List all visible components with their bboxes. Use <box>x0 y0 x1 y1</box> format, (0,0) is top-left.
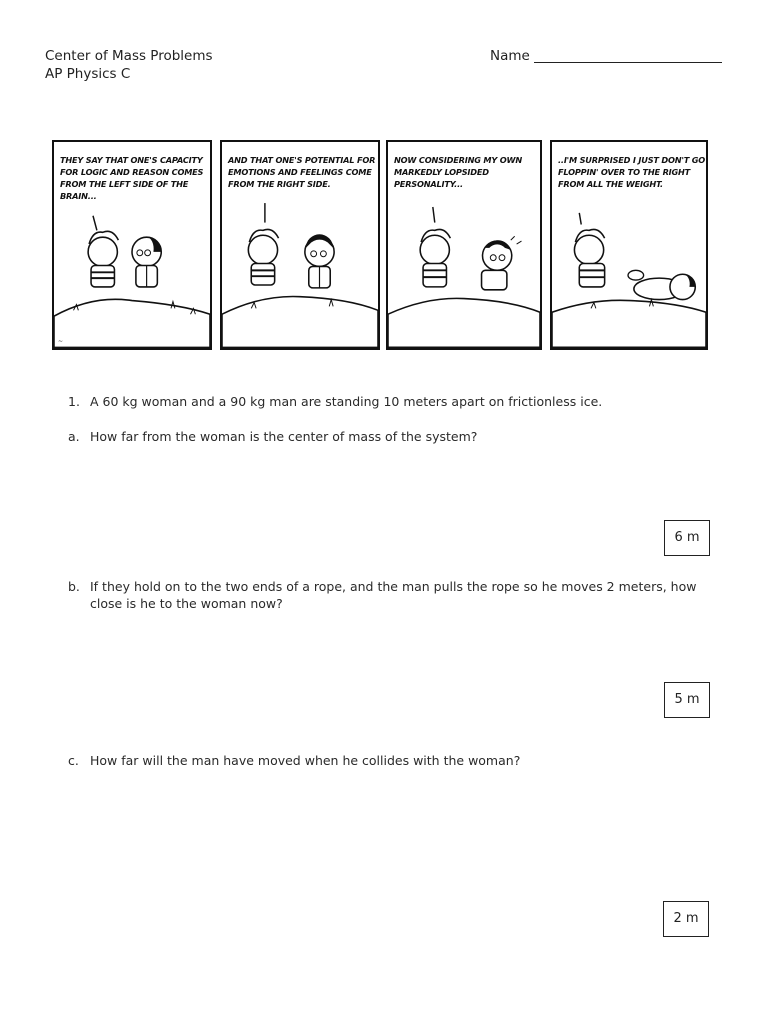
answer-box-a: 6 m <box>664 520 710 556</box>
course-name: AP Physics C <box>45 66 131 82</box>
question-c-letter: c. <box>68 753 79 768</box>
question-c-text: How far will the man have moved when he collides with the woman? <box>90 753 521 768</box>
question-b-letter: b. <box>68 579 80 594</box>
comic-signature: ~ <box>58 338 64 345</box>
comic-caption-3: NOW CONSIDERING MY OWN MARKEDLY LOPSIDED PERSONALITY... <box>394 155 522 189</box>
question-b-text: If they hold on to the two ends of a rope, and the man pulls the rope so he moves 2 meters, how close is he to the woman now? <box>90 579 697 611</box>
question-1-number: 1. <box>68 394 80 409</box>
comic-caption-2: AND THAT ONE'S POTENTIAL FOR EMOTIONS AND FEELINGS COME FROM THE RIGHT SIDE. <box>228 155 376 189</box>
comic-panel-2 <box>220 140 380 350</box>
answer-box-b: 5 m <box>664 682 710 718</box>
answer-box-c: 2 m <box>663 901 709 937</box>
comic-caption-4: ..I'M SURPRISED I JUST DON'T GO FLOPPIN' OVER TO THE RIGHT FROM ALL THE WEIGHT. <box>558 155 706 189</box>
comic-panel-3 <box>386 140 542 350</box>
comic-panel-1 <box>52 140 212 350</box>
comic-strip <box>52 134 722 356</box>
question-a-text: How far from the woman is the center of mass of the system? <box>90 429 478 444</box>
comic-panel-4 <box>550 140 708 350</box>
name-blank-line[interactable] <box>534 62 722 63</box>
name-label: Name <box>490 48 530 64</box>
comic-caption-1: THEY SAY THAT ONE'S CAPACITY FOR LOGIC AND REASON COMES FROM THE LEFT SIDE OF THE BRAIN... <box>60 155 204 201</box>
worksheet-title: Center of Mass Problems <box>45 48 213 64</box>
question-a-letter: a. <box>68 429 80 444</box>
question-1-text: A 60 kg woman and a 90 kg man are standing 10 meters apart on frictionless ice. <box>90 394 603 409</box>
